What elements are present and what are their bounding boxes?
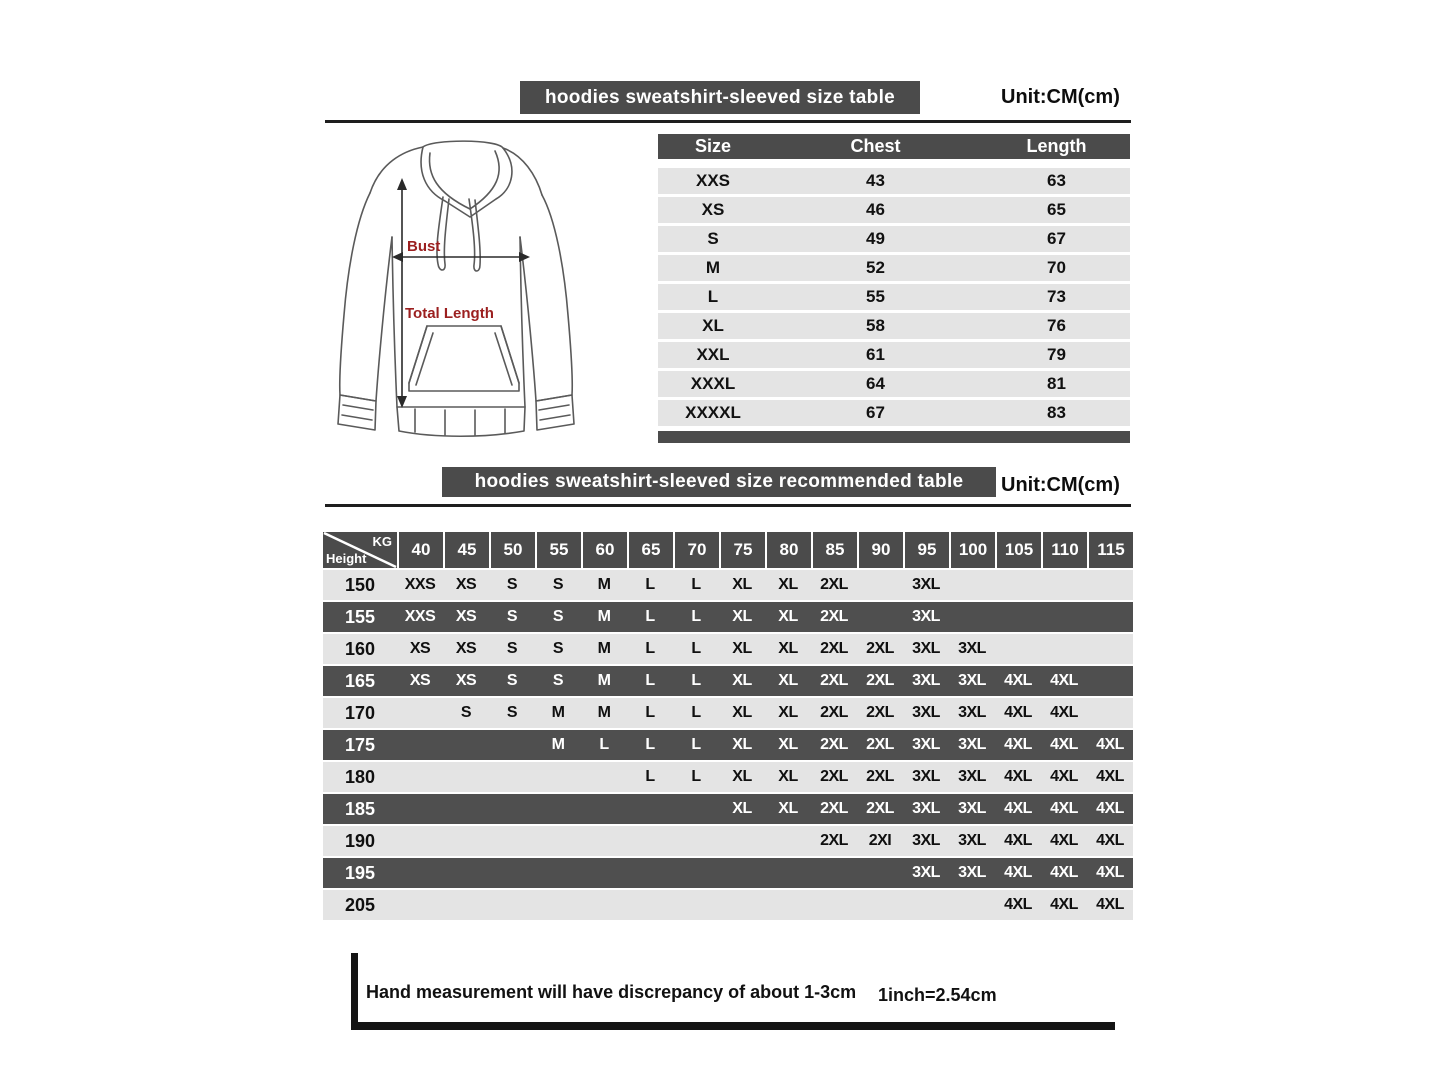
size-cell: 3XL xyxy=(958,800,986,817)
size-cell: L xyxy=(691,736,701,753)
size-cell: 3XL xyxy=(912,640,940,657)
matrix-row-175 xyxy=(323,730,1133,760)
height-label: 195 xyxy=(344,862,376,883)
matrix-row-205 xyxy=(323,890,1133,920)
inch-conversion-note: 1inch=2.54cm xyxy=(878,985,997,1005)
weight-header-cell: 85 xyxy=(813,532,857,568)
size-cell: 2XL xyxy=(820,672,848,689)
weight-header-cell: 115 xyxy=(1089,532,1133,568)
size-cell: 4XL xyxy=(1004,736,1032,753)
size-cell: L xyxy=(691,768,701,785)
weight-header-cell: 55 xyxy=(537,532,581,568)
size-cell: L xyxy=(645,704,655,721)
col-chest: Chest xyxy=(850,136,901,156)
recommended-table-title-bar xyxy=(442,467,996,497)
length-cell: 73 xyxy=(1047,287,1066,306)
weight-header-cell: 75 xyxy=(721,532,765,568)
size-cell: 3XL xyxy=(958,640,986,657)
size-cell: 4XL xyxy=(1004,864,1032,881)
weight-header-cell: 50 xyxy=(491,532,535,568)
size-cell: XL xyxy=(732,736,752,753)
size-cell: L xyxy=(599,736,609,753)
weight-header-cell: 70 xyxy=(675,532,719,568)
size-cell: XL xyxy=(732,640,752,657)
table-row xyxy=(658,168,1130,194)
size-cell: XXS xyxy=(404,608,436,625)
size-cell: XXXL xyxy=(690,374,736,393)
weight-header-cell: 95 xyxy=(905,532,949,568)
size-cell: 4XL xyxy=(1050,704,1078,721)
size-cell: 2XL xyxy=(866,640,894,657)
size-table-rows xyxy=(658,168,1130,426)
chest-cell: 49 xyxy=(866,229,885,248)
size-cell: XL xyxy=(732,768,752,785)
table-row xyxy=(658,371,1130,397)
size-cell: XS xyxy=(455,576,477,593)
size-cell: 4XL xyxy=(1050,736,1078,753)
divider-line-bottom xyxy=(325,504,1131,507)
size-cell: XL xyxy=(732,800,752,817)
size-cell: S xyxy=(506,704,518,721)
size-cell: XL xyxy=(778,640,798,657)
matrix-row-160 xyxy=(323,634,1133,664)
size-cell: 2XL xyxy=(820,608,848,625)
size-cell: L xyxy=(691,704,701,721)
measurement-note: Hand measurement will have discrepancy of about 1-3cm xyxy=(366,982,857,1002)
chest-cell: 46 xyxy=(866,200,885,219)
size-cell: S xyxy=(460,704,472,721)
size-cell: L xyxy=(691,576,701,593)
height-label: 185 xyxy=(344,798,376,819)
size-cell: L xyxy=(645,672,655,689)
weight-header-cell: 90 xyxy=(859,532,903,568)
size-cell: XXXXL xyxy=(685,403,741,422)
size-cell: 3XL xyxy=(958,864,986,881)
size-cell: 4XL xyxy=(1050,672,1078,689)
divider-line-top xyxy=(325,120,1131,123)
bust-label: Bust xyxy=(407,238,441,255)
matrix-header-row xyxy=(323,532,1133,568)
col-length: Length xyxy=(1026,136,1087,156)
size-cell: L xyxy=(691,640,701,657)
size-cell: L xyxy=(645,576,655,593)
recommended-table-title: hoodies sweatshirt-sleeved size recommended table xyxy=(474,471,964,492)
size-cell: L xyxy=(691,608,701,625)
size-cell: L xyxy=(645,640,655,657)
size-cell: 3XL xyxy=(912,864,940,881)
size-cell: L xyxy=(645,736,655,753)
chest-cell: 61 xyxy=(866,345,885,364)
weight-header-cell: 40 xyxy=(399,532,443,568)
height-label: 150 xyxy=(344,574,376,595)
size-cell: XL xyxy=(702,316,724,335)
size-cell: 3XL xyxy=(912,672,940,689)
height-label: 180 xyxy=(344,766,376,787)
size-cell: S xyxy=(552,608,564,625)
size-cell: XXS xyxy=(695,171,731,190)
height-label: 175 xyxy=(344,734,376,755)
total-length-arrow xyxy=(397,178,407,408)
size-cell: XL xyxy=(778,736,798,753)
size-cell: 3XL xyxy=(958,704,986,721)
size-cell: XL xyxy=(732,576,752,593)
size-cell: M xyxy=(551,736,565,753)
size-cell: 2XL xyxy=(820,800,848,817)
unit-label-bottom: Unit:CM(cm) xyxy=(1001,474,1120,496)
table-row xyxy=(658,284,1130,310)
weight-header-cell: 60 xyxy=(583,532,627,568)
size-cell: 4XL xyxy=(1004,672,1032,689)
height-label: 205 xyxy=(344,894,376,915)
height-label: 170 xyxy=(344,702,376,723)
hoodie-outline xyxy=(338,141,574,436)
size-cell: L xyxy=(645,768,655,785)
length-cell: 67 xyxy=(1047,229,1066,248)
length-cell: 81 xyxy=(1047,374,1066,393)
length-cell: 70 xyxy=(1047,258,1066,277)
size-cell: S xyxy=(506,608,518,625)
size-cell: 4XL xyxy=(1096,864,1124,881)
size-cell: 4XL xyxy=(1096,896,1124,913)
size-cell: XS xyxy=(455,672,477,689)
size-cell: S xyxy=(552,640,564,657)
size-cell: 3XL xyxy=(912,608,940,625)
size-cell: 4XL xyxy=(1096,832,1124,849)
unit-label-top: Unit:CM(cm) xyxy=(1001,86,1120,108)
size-cell: M xyxy=(705,258,721,277)
size-cell: 4XL xyxy=(1096,768,1124,785)
size-cell: 4XL xyxy=(1050,800,1078,817)
size-cell: 4XL xyxy=(1096,800,1124,817)
size-cell: 2XL xyxy=(866,704,894,721)
size-cell: 2XL xyxy=(820,736,848,753)
recommended-size-matrix xyxy=(323,532,1133,920)
length-cell: 76 xyxy=(1047,316,1066,335)
table-row xyxy=(658,255,1130,281)
size-cell: XL xyxy=(778,704,798,721)
size-cell: XXL xyxy=(696,345,730,364)
size-cell: XS xyxy=(409,672,431,689)
table-row xyxy=(658,197,1130,223)
table-row xyxy=(658,226,1130,252)
size-cell: 2XL xyxy=(820,832,848,849)
weight-header-cell: 65 xyxy=(629,532,673,568)
hoodie-diagram xyxy=(335,133,605,451)
size-cell: S xyxy=(552,672,564,689)
matrix-row-190 xyxy=(323,826,1133,856)
size-cell: 3XL xyxy=(958,672,986,689)
size-cell: 3XL xyxy=(912,768,940,785)
size-cell: 2XL xyxy=(866,768,894,785)
height-label: 155 xyxy=(344,606,376,627)
size-cell: 4XL xyxy=(1050,864,1078,881)
size-cell: XS xyxy=(455,640,477,657)
matrix-corner-cell xyxy=(323,532,397,568)
size-cell: 4XL xyxy=(1096,736,1124,753)
size-cell: M xyxy=(597,704,611,721)
size-cell: S xyxy=(506,672,518,689)
size-cell: 2XL xyxy=(820,640,848,657)
chest-cell: 52 xyxy=(866,258,885,277)
chest-cell: 55 xyxy=(866,287,885,306)
size-cell: M xyxy=(597,672,611,689)
size-cell: 3XL xyxy=(912,832,940,849)
size-cell: XL xyxy=(732,672,752,689)
length-cell: 65 xyxy=(1047,200,1066,219)
weight-header-cell: 110 xyxy=(1043,532,1087,568)
size-cell: 2XL xyxy=(820,704,848,721)
size-cell: XL xyxy=(778,576,798,593)
size-cell: L xyxy=(691,672,701,689)
size-cell: XS xyxy=(409,640,431,657)
size-table-title-bar xyxy=(520,81,920,114)
size-cell: M xyxy=(597,640,611,657)
size-cell: 2XL xyxy=(866,736,894,753)
size-cell: S xyxy=(506,640,518,657)
chest-cell: 64 xyxy=(866,374,885,393)
length-cell: 63 xyxy=(1047,171,1066,190)
size-cell: 3XL xyxy=(912,576,940,593)
size-cell: 3XL xyxy=(958,736,986,753)
size-cell: S xyxy=(506,576,518,593)
size-cell: 2XI xyxy=(868,832,892,849)
size-cell: XXS xyxy=(404,576,436,593)
size-cell: XL xyxy=(778,672,798,689)
matrix-row-195 xyxy=(323,858,1133,888)
size-cell: 4XL xyxy=(1004,800,1032,817)
size-cell: XL xyxy=(778,800,798,817)
matrix-row-180 xyxy=(323,762,1133,792)
chest-cell: 58 xyxy=(866,316,885,335)
size-table xyxy=(658,134,1130,443)
length-cell: 83 xyxy=(1047,403,1066,422)
size-table-header xyxy=(658,134,1130,159)
weight-header-cell: 105 xyxy=(997,532,1041,568)
height-label: 160 xyxy=(344,638,376,659)
weight-header-cells xyxy=(399,532,1133,568)
size-cell: 4XL xyxy=(1004,832,1032,849)
size-table-title: hoodies sweatshirt-sleeved size table xyxy=(544,86,896,108)
size-cell: 4XL xyxy=(1004,896,1032,913)
matrix-row-165 xyxy=(323,666,1133,696)
size-cell: 3XL xyxy=(912,736,940,753)
size-cell: S xyxy=(707,229,719,248)
size-cell: XS xyxy=(701,200,725,219)
size-cell: M xyxy=(597,608,611,625)
size-cell: 4XL xyxy=(1050,896,1078,913)
size-cell: 2XL xyxy=(820,576,848,593)
weight-header-cell: 100 xyxy=(951,532,995,568)
size-cell: L xyxy=(707,287,719,306)
size-cell: XL xyxy=(778,768,798,785)
height-axis-label: Height xyxy=(326,551,367,566)
size-cell: 3XL xyxy=(958,832,986,849)
size-cell: XL xyxy=(732,704,752,721)
size-cell: L xyxy=(645,608,655,625)
footer-bracket-horizontal xyxy=(351,1022,1115,1030)
size-cell: XS xyxy=(455,608,477,625)
size-cell: 4XL xyxy=(1004,768,1032,785)
table-row xyxy=(658,342,1130,368)
size-cell: M xyxy=(551,704,565,721)
total-length-label: Total Length xyxy=(405,305,494,322)
size-cell: 3XL xyxy=(912,800,940,817)
table-row xyxy=(658,400,1130,426)
weight-header-cell: 80 xyxy=(767,532,811,568)
height-label: 190 xyxy=(344,830,376,851)
matrix-row-170 xyxy=(323,698,1133,728)
size-cell: 2XL xyxy=(866,800,894,817)
size-cell: XL xyxy=(778,608,798,625)
size-cell: 4XL xyxy=(1050,768,1078,785)
footer-bracket-vertical xyxy=(351,953,358,1025)
matrix-row-150 xyxy=(323,570,1133,600)
chest-cell: 43 xyxy=(866,171,885,190)
size-cell: 3XL xyxy=(912,704,940,721)
kg-axis-label: KG xyxy=(372,534,392,549)
weight-header-cell: 45 xyxy=(445,532,489,568)
size-cell: S xyxy=(552,576,564,593)
matrix-row-155 xyxy=(323,602,1133,632)
chest-cell: 67 xyxy=(866,403,885,422)
matrix-row-185 xyxy=(323,794,1133,824)
matrix-body xyxy=(323,570,1133,920)
size-cell: 4XL xyxy=(1004,704,1032,721)
length-cell: 79 xyxy=(1047,345,1066,364)
height-label: 165 xyxy=(344,670,376,691)
size-cell: 2XL xyxy=(820,768,848,785)
size-cell: 3XL xyxy=(958,768,986,785)
col-size: Size xyxy=(694,136,732,156)
size-cell: M xyxy=(597,576,611,593)
size-cell: 4XL xyxy=(1050,832,1078,849)
size-table-bottom-bar xyxy=(658,431,1130,443)
table-row xyxy=(658,313,1130,339)
size-cell: XL xyxy=(732,608,752,625)
size-cell: 2XL xyxy=(866,672,894,689)
